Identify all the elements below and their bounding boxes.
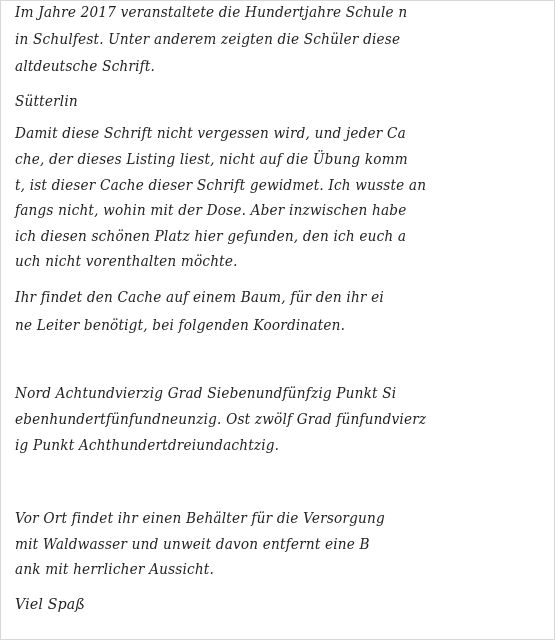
text-line: ig Punkt Achthundertdreiundachtzig. <box>15 438 280 454</box>
text-line: Damit diese Schrift nicht vergessen wird, und jeder Ca <box>15 126 406 142</box>
text-line: t, ist dieser Cache dieser Schrift gewidmet. Ich wusste an <box>15 178 427 194</box>
text-line: mit Waldwasser und unweit davon entfernt eine B <box>15 537 370 553</box>
text-line: fangs nicht, wohin mit der Dose. Aber inzwischen habe <box>15 203 407 219</box>
text-line: ne Leiter benötigt, bei folgenden Koordinaten. <box>15 318 346 334</box>
text-line: altdeutsche Schrift. <box>15 59 156 75</box>
text-line: ebenhundertfünfundneunzig. Ost zwölf Grad fünfundvierz <box>15 412 427 428</box>
text-line: uch nicht vorenthalten möchte. <box>15 254 238 270</box>
text-line: Nord Achtundvierzig Grad Siebenundfünfzig Punkt Si <box>15 386 397 402</box>
heading-line: Sütterlin <box>15 94 78 110</box>
text-line: ank mit herrlicher Aussicht. <box>15 562 214 578</box>
text-line: Ihr findet den Cache auf einem Baum, für den ihr ei <box>15 290 384 306</box>
text-line: Vor Ort findet ihr einen Behälter für die Versorgung <box>15 511 385 527</box>
text-line: in Schulfest. Unter anderem zeigten die Schüler diese <box>15 32 401 48</box>
text-line: che, der dieses Listing liest, nicht auf die Übung komm <box>15 152 408 168</box>
text-line: ich diesen schönen Platz hier gefunden, den ich euch a <box>15 229 407 245</box>
text-line: Im Jahre 2017 veranstaltete die Hundertjahre Schule n <box>15 5 408 21</box>
closing-signature: Viel Spaß <box>15 595 85 613</box>
